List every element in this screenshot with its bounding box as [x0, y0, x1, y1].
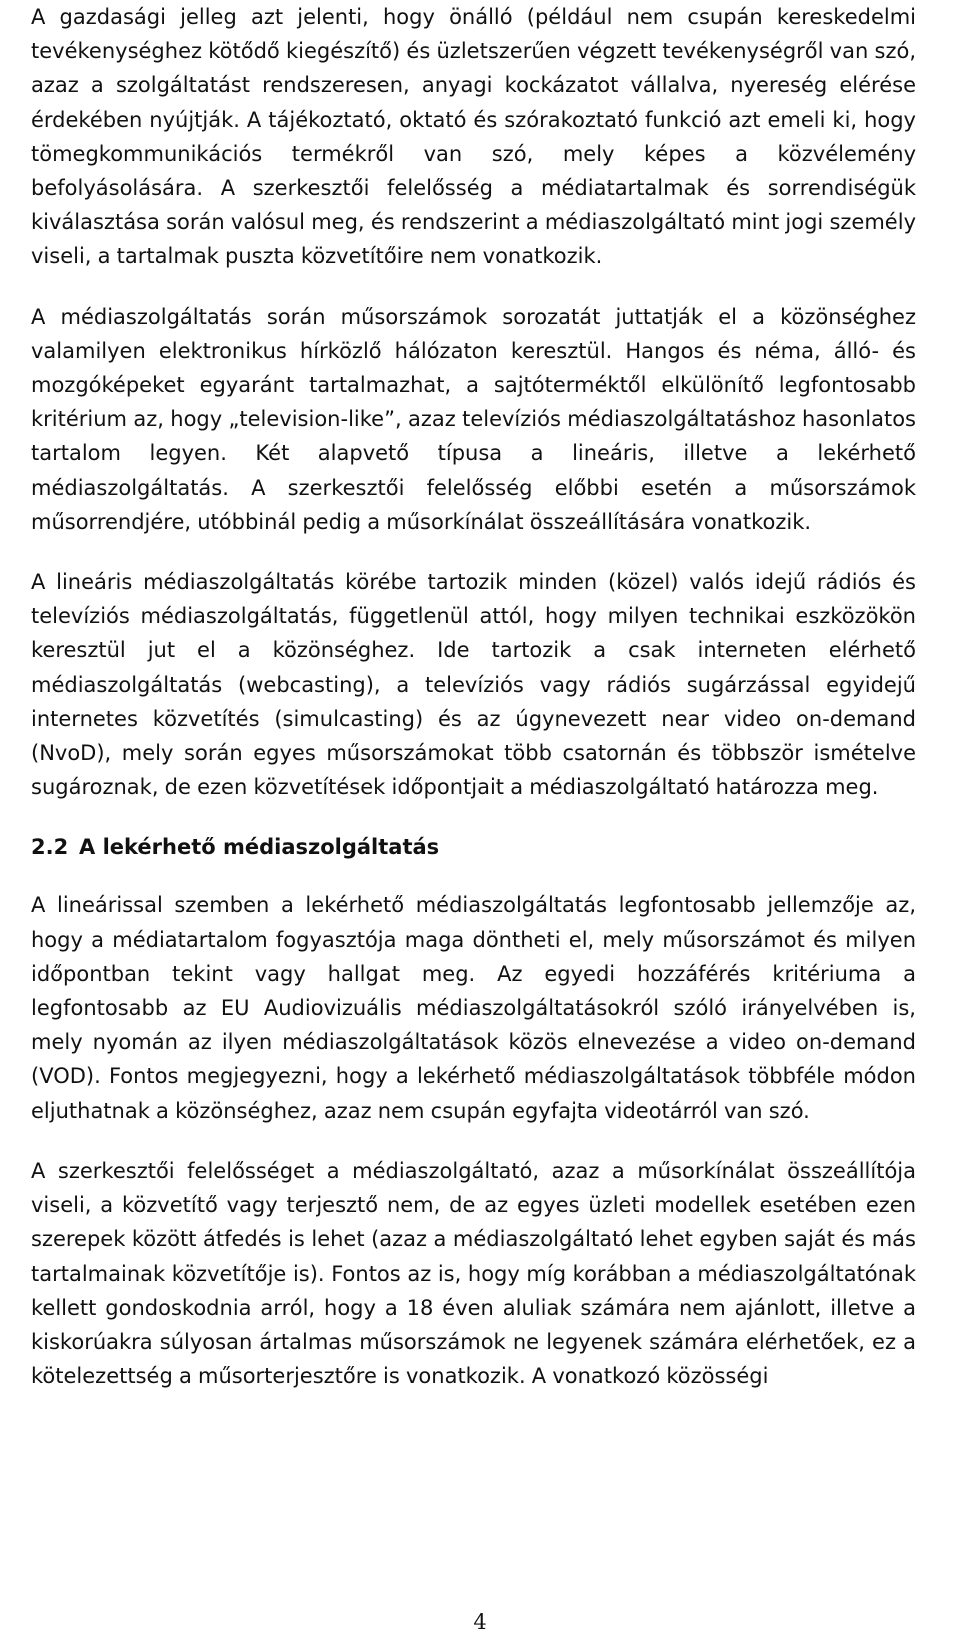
page-number: 4 [473, 1610, 487, 1634]
paragraph-economic-nature: A gazdasági jelleg azt jelenti, hogy önálló (például nem csupán kereskedelmi tevékenységhez kötődő kiegészítő) és üzletszerűen végzett tevékenységről van szó, azaz a szolgáltatást rendszeresen, anyagi kockázatot vállalva, nyereség elérése érdekében nyújtják. A tájékoztató, oktató és szórakoztató funkció azt emeli ki, hogy tömegkommunikációs termékről van szó, mely képes a közvélemény befolyásolására. A szerkesztői felelősség a médiatartalmak és sorrendiségük kiválasztása során valósul meg, és rendszerint a médiaszolgáltató mint jogi személy viseli, a tartalmak puszta közvetítőire nem vonatkozik. [31, 5, 916, 269]
paragraph-editorial-responsibility: A szerkesztői felelősséget a médiaszolgáltató, azaz a műsorkínálat összeállítója viseli, a közvetítő vagy terjesztő nem, de az egyes üzleti modellek esetében ezen szerepek között átfedés is lehet (azaz a médiaszolgáltató lehet egyben saját és más tartalmainak közvetítője is). Fontos az is, hogy míg korábban a médiaszolgáltatónak kellett gondoskodnia arról, hogy a 18 éven aluliak számára nem ajánlott, illetve a kiskorúakra súlyosan ártalmas műsorszámok ne legyenek számára elérhetőek, ez a kötelezettség a műsorterjesztőre is vonatkozik. A vonatkozó közösségi [31, 1158, 916, 1389]
section-number: 2.2 [31, 835, 69, 860]
paragraph-linear-service: A lineáris médiaszolgáltatás körébe tartozik minden (közel) valós idejű rádiós és televíziós médiaszolgáltatás, függetlenül attól, hogy milyen technikai eszközökön keresztül jut el a közönséghez. Ide tartozik a csak interneten elérhető médiaszolgáltatás (webcasting), a televíziós vagy rádiós sugárzással egyidejű internetes közvetítés (simulcasting) és az úgynevezett near video on-demand (NvoD), mely során egyes műsorszámokat több csatornán és többször ismételve sugároznak, de ezen közvetítések időpontjait a médiaszolgáltató határozza meg. [31, 570, 916, 800]
paragraph-on-demand: A lineárissal szemben a lekérhető médiaszolgáltatás legfontosabb jellemzője az, hogy a médiatartalom fogyasztója maga döntheti el, mely műsorszámot és milyen időpontban tekint vagy hallgat meg. Az egyedi hozzáférés kritériuma a legfontosabb az EU Audiovizuális médiaszolgáltatásokról szóló irányelvében is, mely nyomán az ilyen médiaszolgáltatások közös elnevezése a video on-demand (VOD). Fontos megjegyezni, hogy a lekérhető médiaszolgáltatások többféle módon eljuthatnak a közönséghez, azaz nem csupán egyfajta videotárról van szó. [31, 893, 916, 1123]
section-title: A lekérhető médiaszolgáltatás [79, 835, 440, 860]
document-body [31, 0, 916, 1393]
section-heading [31, 830, 916, 864]
paragraph-media-service: A médiaszolgáltatás során műsorszámok sorozatát juttatják el a közönséghez valamilyen elektronikus hírközlő hálózaton keresztül. Hangos és néma, álló- és mozgóképeket egyaránt tartalmazhat, a sajtóterméktől elkülönítő legfontosabb kritérium az, hogy „television-like”, azaz televíziós médiaszolgáltatáshoz hasonlatos tartalom legyen. Két alapvető típusa a lineáris, illetve a lekérhető médiaszolgáltatás. A szerkesztői felelősség előbbi esetén a műsorszámok műsorrendjére, utóbbinál pedig a műsorkínálat összeállítására vonatkozik. [31, 304, 916, 534]
